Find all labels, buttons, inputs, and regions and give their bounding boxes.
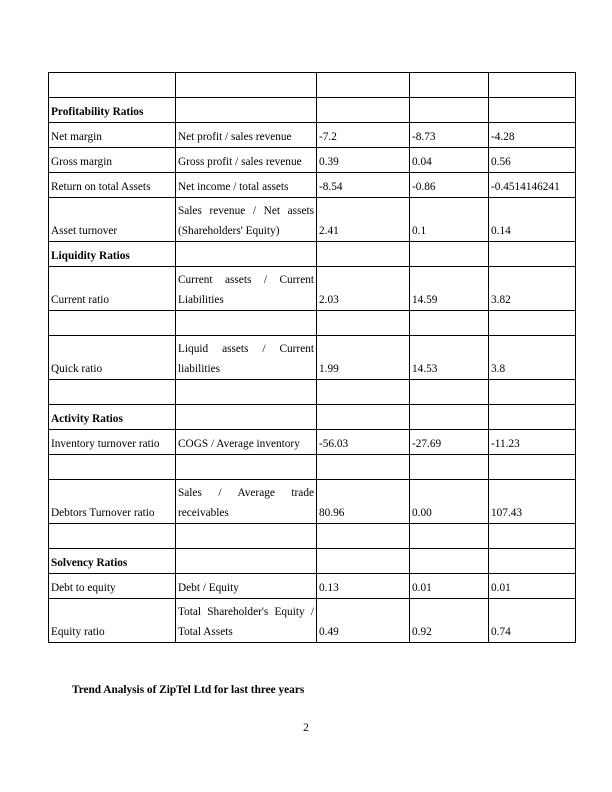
formula-line-1: Sales / Average trade [178,487,314,499]
ratio-formula: Net income / total assets [176,173,317,198]
value-year-1: 0.49 [317,599,410,643]
section-row [49,98,576,123]
value-year-3: -0.4514146241 [489,173,576,198]
empty-cell [49,524,176,549]
section-label: Profitability Ratios [49,98,176,123]
empty-cell [317,380,410,405]
empty-cell [489,73,576,98]
empty-cell [176,549,317,574]
empty-cell [176,73,317,98]
empty-cell [410,380,489,405]
empty-cell [489,524,576,549]
empty-cell [489,455,576,480]
formula-line-2: (Shareholders' Equity) [178,225,280,237]
ratio-name: Net margin [49,123,176,148]
ratio-formula [176,336,317,380]
empty-cell [176,455,317,480]
ratio-name: Asset turnover [49,198,176,242]
value-year-1: -56.03 [317,430,410,455]
empty-cell [317,405,410,430]
value-year-3: -11.23 [489,430,576,455]
empty-cell [317,98,410,123]
empty-cell [410,73,489,98]
section-row [49,242,576,267]
formula-line-1: Current assets / Current [178,274,314,286]
ratio-formula [176,480,317,524]
empty-row [49,311,576,336]
table-row [49,480,576,524]
empty-cell [317,524,410,549]
value-year-1: 0.13 [317,574,410,599]
value-year-2: -0.86 [410,173,489,198]
table-row [49,599,576,643]
empty-row [49,380,576,405]
value-year-1: 2.41 [317,198,410,242]
empty-cell [317,455,410,480]
table-row [49,198,576,242]
section-heading: Trend Analysis of ZipTel Ltd for last three years [72,684,305,696]
empty-cell [317,73,410,98]
empty-cell [489,242,576,267]
value-year-1: 1.99 [317,336,410,380]
value-year-3: 3.8 [489,336,576,380]
ratio-table [48,72,576,643]
empty-row [49,73,576,98]
empty-cell [410,311,489,336]
table-row [49,574,576,599]
value-year-2: -27.69 [410,430,489,455]
table-row [49,123,576,148]
empty-cell [176,242,317,267]
empty-cell [317,549,410,574]
formula-line-1: Liquid assets / Current [178,343,314,355]
ratio-formula: Debt / Equity [176,574,317,599]
ratio-name: Debtors Turnover ratio [49,480,176,524]
ratio-formula: Net profit / sales revenue [176,123,317,148]
ratio-name: Equity ratio [49,599,176,643]
value-year-1: -8.54 [317,173,410,198]
section-label: Liquidity Ratios [49,242,176,267]
empty-cell [489,549,576,574]
value-year-3: 0.01 [489,574,576,599]
value-year-2: 0.01 [410,574,489,599]
table-row [49,336,576,380]
value-year-3: 107.43 [489,480,576,524]
empty-cell [317,311,410,336]
empty-cell [49,73,176,98]
value-year-3: 0.56 [489,148,576,173]
empty-cell [410,524,489,549]
empty-cell [176,405,317,430]
empty-cell [489,98,576,123]
ratio-formula: Gross profit / sales revenue [176,148,317,173]
empty-cell [176,524,317,549]
table-row [49,430,576,455]
ratio-name: Debt to equity [49,574,176,599]
ratio-name: Current ratio [49,267,176,311]
value-year-2: 0.00 [410,480,489,524]
ratio-name: Gross margin [49,148,176,173]
empty-row [49,455,576,480]
section-label: Activity Ratios [49,405,176,430]
empty-cell [489,405,576,430]
formula-line-2: liabilities [178,363,221,375]
value-year-2: 14.53 [410,336,489,380]
section-row [49,405,576,430]
empty-cell [410,455,489,480]
value-year-3: 0.14 [489,198,576,242]
empty-cell [489,380,576,405]
empty-cell [176,98,317,123]
formula-line-1: Total Shareholder's Equity / [178,606,314,618]
empty-cell [410,242,489,267]
table-row [49,173,576,198]
section-row [49,549,576,574]
value-year-3: 0.74 [489,599,576,643]
value-year-2: 14.59 [410,267,489,311]
ratio-formula [176,198,317,242]
empty-cell [176,380,317,405]
value-year-2: 0.04 [410,148,489,173]
empty-row [49,524,576,549]
formula-line-1: Sales revenue / Net assets [178,205,314,217]
ratio-formula [176,599,317,643]
empty-cell [317,242,410,267]
value-year-1: 80.96 [317,480,410,524]
value-year-1: 0.39 [317,148,410,173]
value-year-2: 0.1 [410,198,489,242]
ratio-name: Inventory turnover ratio [49,430,176,455]
empty-cell [49,380,176,405]
empty-cell [410,549,489,574]
ratio-name: Return on total Assets [49,173,176,198]
value-year-3: 3.82 [489,267,576,311]
ratio-name: Quick ratio [49,336,176,380]
value-year-1: 2.03 [317,267,410,311]
ratio-formula: COGS / Average inventory [176,430,317,455]
value-year-2: -8.73 [410,123,489,148]
table-row [49,148,576,173]
value-year-1: -7.2 [317,123,410,148]
empty-cell [176,311,317,336]
empty-cell [49,311,176,336]
formula-line-2: Total Assets [178,626,233,638]
empty-cell [49,455,176,480]
ratio-formula [176,267,317,311]
empty-cell [410,405,489,430]
empty-cell [410,98,489,123]
empty-cell [489,311,576,336]
value-year-2: 0.92 [410,599,489,643]
page-number: 2 [303,722,309,734]
value-year-3: -4.28 [489,123,576,148]
formula-line-2: receivables [178,507,229,519]
table-row [49,267,576,311]
formula-line-2: Liabilities [178,294,224,306]
section-label: Solvency Ratios [49,549,176,574]
